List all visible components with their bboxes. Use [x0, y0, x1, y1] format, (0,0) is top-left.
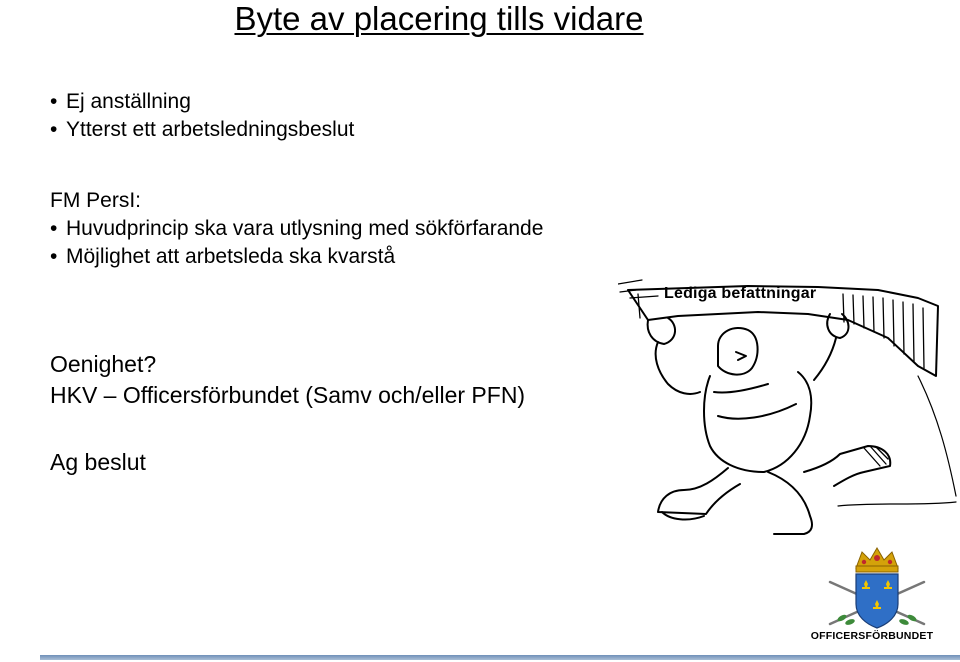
fm-heading: FM PersI: — [50, 189, 142, 212]
bottom-divider — [40, 655, 960, 660]
decision-line: Ag beslut — [50, 449, 146, 475]
list-item: • Ytterst ett arbetsledningsbeslut — [50, 116, 354, 144]
list-item: • Ej anställning — [50, 88, 354, 116]
intro-bullet-list — [50, 88, 354, 144]
cartoon-illustration — [618, 276, 960, 538]
crown-icon — [856, 548, 898, 572]
logo-text: OFFICERSFÖRBUNDET — [810, 630, 934, 642]
slide-title: Byte av placering tills vidare — [234, 0, 644, 37]
disagreement-line: HKV – Officersförbundet (Samv och/eller PFN) — [50, 382, 526, 408]
head — [718, 328, 758, 375]
disagreement-heading: Oenighet? — [50, 351, 157, 377]
list-item: • Möjlighet att arbetsleda ska kvarstå — [50, 243, 543, 271]
list-item: • Huvudprincip ska vara utlysning med sökförfarande — [50, 215, 543, 243]
fm-section — [50, 187, 543, 271]
banner-text: Lediga befattningar — [664, 285, 817, 302]
